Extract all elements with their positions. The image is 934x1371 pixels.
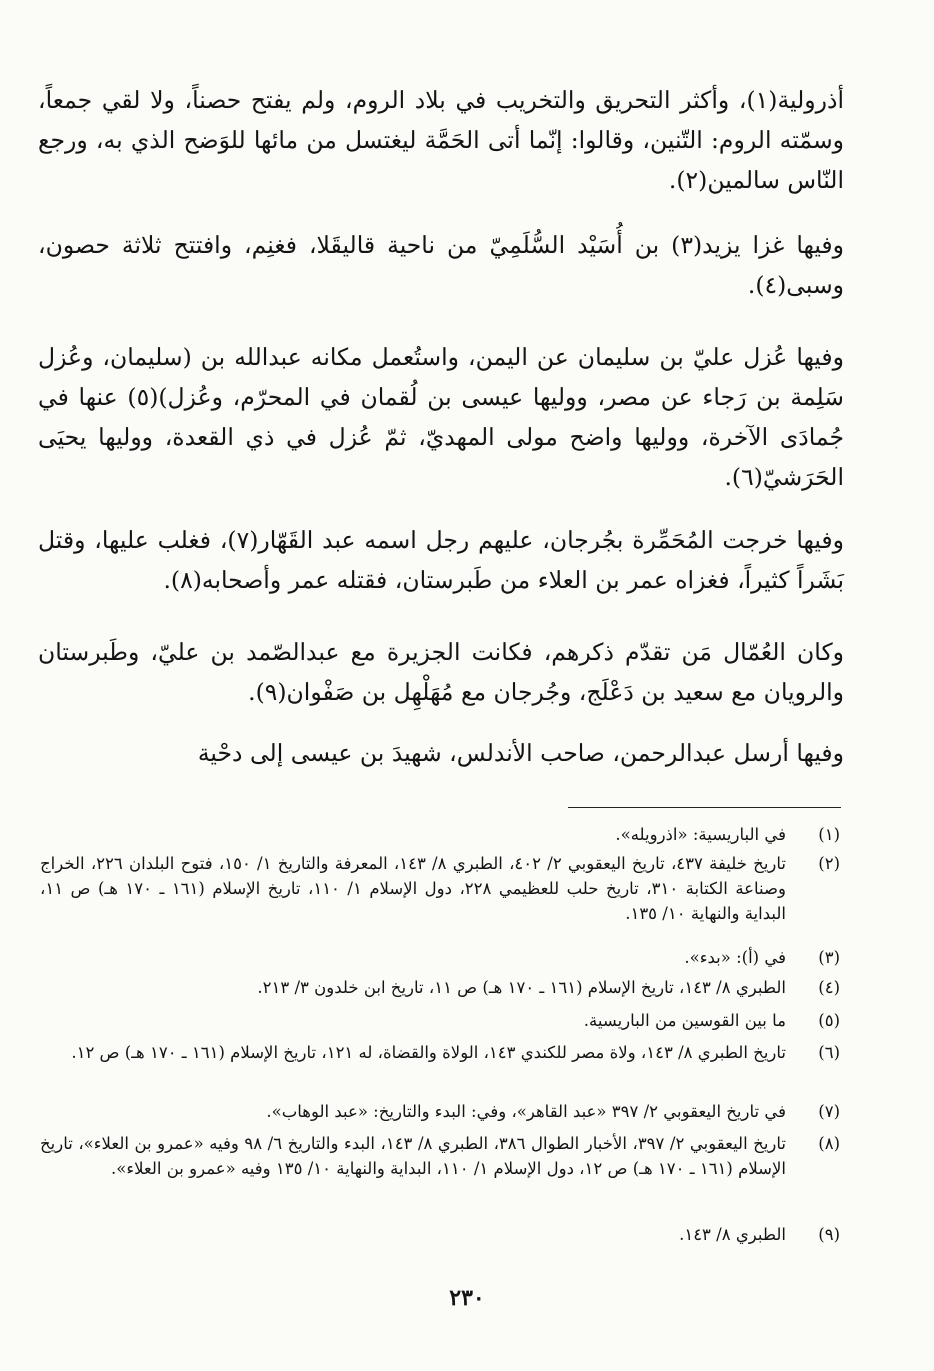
- footnote-text: تاريخ اليعقوبي ٢/ ٣٩٧، الأخبار الطوال ٣٨٦، الطبري ٨/ ١٤٣، البدء والتاريخ ٦/ ٩٨ وفيه «عمرو بن العلاء»، تاريخ الإسلام (١٦١ ـ ١٧٠ هـ) ص ١٢، دول الإسلام ١/ ١١٠، البداية والنهاية ١٠/ ١٣٥ وفيه «عمرو بن العلاء».: [40, 1134, 787, 1178]
- footnote-text: تاريخ خليفة ٤٣٧، تاريخ اليعقوبي ٢/ ٤٠٢، الطبري ٨/ ١٤٣، المعرفة والتاريخ ١/ ١٥٠، فتوح البلدان ٢٢٦، الخراج وصناعة الكتابة ٣١٠، تاريخ حلب للعظيمي ٢٢٨، دول الإسلام ١/ ١١٠، تاريخ الإسلام (١٦١ ـ ١٧٠ هـ) ص ١١، البداية والنهاية ١٠/ ١٣٥.: [40, 854, 787, 923]
- footnote-text: تاريخ الطبري ٨/ ١٤٣، ولاة مصر للكندي ١٤٣، الولاة والقضاة، له ١٢١، تاريخ الإسلام (١٦١ ـ ١٧٠ هـ) ص ١٢.: [71, 1043, 786, 1062]
- footnote-number: (٩): [818, 1225, 840, 1244]
- paragraph-4: وفيها خرجت المُحَمِّرة بجُرجان، عليهم رجل اسمه عبد القَهّار(٧)، فغلب عليها، وقتل بَشَراً كثيراً، فغزاه عمر بن العلاء من طَبرستان، فقتله عمر وأصحابه(٨).: [38, 526, 844, 594]
- footnote-5: [40, 1008, 840, 1033]
- footnote-number: (٣): [818, 948, 840, 967]
- footnote-number: (٦): [818, 1043, 840, 1062]
- footnote-number: (١): [818, 825, 840, 844]
- paragraph-5: وكان العُمّال مَن تقدّم ذكرهم، فكانت الجزيرة مع عبدالصّمد بن عليّ، وطَبرستان والرويان مع سعيد بن دَعْلَج، وجُرجان مع مُهَلْهِل بن صَفْوان(٩).: [38, 638, 844, 706]
- footnote-number: (٢): [818, 854, 840, 873]
- footnote-text: الطبري ٨/ ١٤٣، تاريخ الإسلام (١٦١ ـ ١٧٠ هـ) ص ١١، تاريخ ابن خلدون ٣/ ٢١٣.: [257, 978, 786, 997]
- paragraph-1: أذرولية(١)، وأكثر التحريق والتخريب في بلاد الروم، ولم يفتح حصناً، ولا لقي جمعاً، وسمّته الروم: التّنين، وقالوا: إنّما أتى الحَمَّة ليغتسل من مائها للوَضح الذي به، ورجع النّاس سالمين(٢).: [38, 86, 844, 194]
- footnote-text: الطبري ٨/ ١٤٣.: [679, 1225, 786, 1244]
- footnote-4: [40, 975, 840, 1000]
- footnote-text: في تاريخ اليعقوبي ٢/ ٣٩٧ «عبد القاهر»، وفي: البدء والتاريخ: «عبد الوهاب».: [266, 1102, 786, 1121]
- paragraph-3: وفيها عُزل عليّ بن سليمان عن اليمن، واستُعمل مكانه عبدالله بن (سليمان، وعُزل سَلِمة بن رَجاء عن مصر، ووليها عيسى بن لُقمان في المحرّم، وعُزل)(٥) عنها في جُمادَى الآخرة، ووليها واضح مولى المهديّ، ثمّ عُزل في ذي القعدة، ووليها يحيَى الحَرَشيّ(٦).: [38, 343, 844, 491]
- footnote-2: [40, 851, 840, 926]
- paragraph-6: وفيها أرسل عبدالرحمن، صاحب الأندلس، شهيدَ بن عيسى إلى دحْية: [197, 739, 844, 767]
- paragraph-2: وفيها غزا يزيد(٣) بن أُسَيْد السُّلَمِيّ من ناحية قاليقَلا، فغنِم، وافتتح ثلاثة حصون، وسبى(٤).: [38, 231, 844, 299]
- page-number: ٢٣٠: [449, 1285, 485, 1311]
- footnote-text: في (أ): «بدء».: [684, 948, 786, 967]
- footnote-6: [40, 1040, 840, 1065]
- footnote-text: في الباريسية: «اذرويله».: [615, 825, 786, 844]
- footnote-7: [40, 1099, 840, 1124]
- footnote-number: (٨): [818, 1134, 840, 1153]
- footnote-number: (٧): [818, 1102, 840, 1121]
- footnote-8: [40, 1131, 840, 1181]
- footnote-text: ما بين القوسين من الباريسية.: [583, 1011, 786, 1030]
- footnote-3: [40, 945, 840, 970]
- footnote-separator: [568, 807, 841, 808]
- footnote-number: (٤): [818, 978, 840, 997]
- footnote-number: (٥): [818, 1011, 840, 1030]
- footnote-1: [40, 822, 840, 847]
- footnote-9: [40, 1222, 840, 1247]
